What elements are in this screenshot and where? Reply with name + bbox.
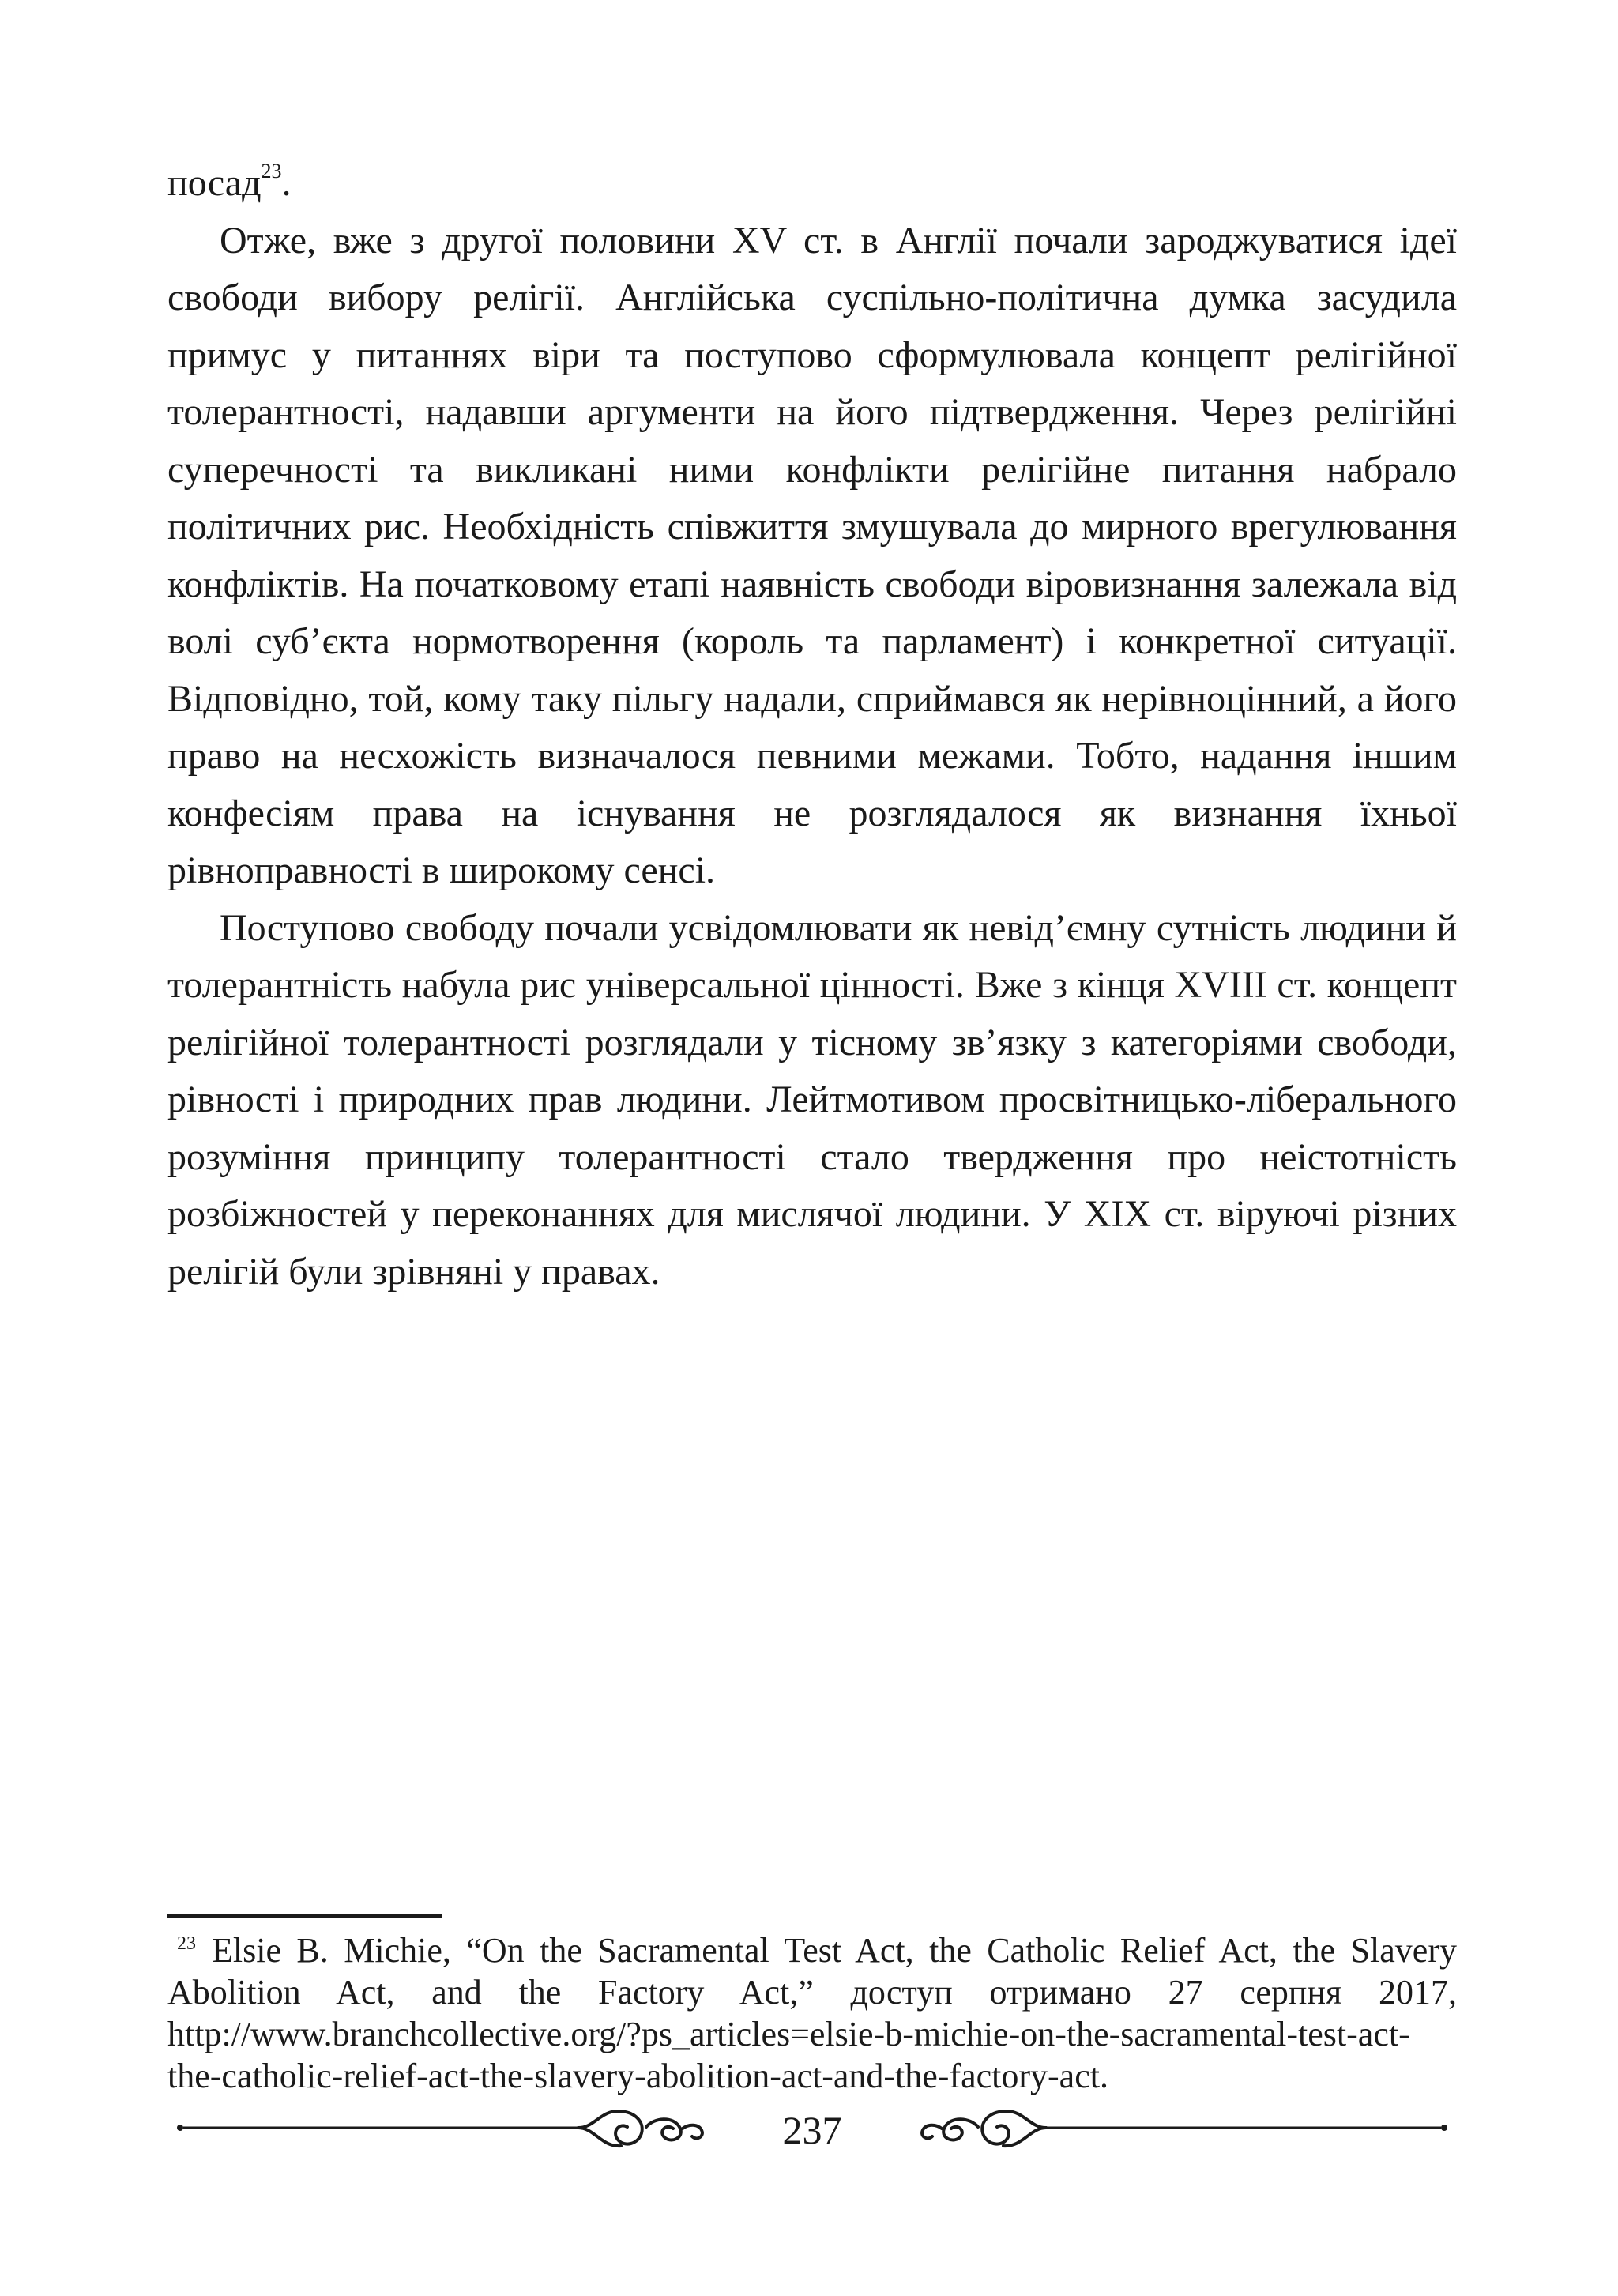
paragraph-tail: . xyxy=(281,162,292,204)
footnote-reference[interactable]: 23 xyxy=(261,160,282,183)
paragraph: Отже, вже з другої половини XV ст. в Англії почали зароджуватися ідеї свободи вибору релігії. Англійська суспільно-політична думка засудила примус у питаннях віри та поступово сформулювала концепт релігійної толерантності, надавши аргументи на його підтвердження. Через релігійні суперечності та викликані ними конфлікти релігійне питання набрало політичних рис. Необхідність співжиття змушувала до мирного врегулювання конфліктів. На початковому етапі наявність свободи віровизнання залежала від волі суб’єкта нормотворення (король та парламент) і конкретної ситуації. Відповідно, той, кому таку пільгу надали, сприймався як нерівноцінний, а його право на несхожість визначалося певними межами. Тобто, надання іншим конфесіям права на існування не розглядалося як визнання їхньої рівноправності в широкому сенсі. xyxy=(167,219,1457,891)
main-text xyxy=(167,155,1457,1300)
scroll-ornament-right-icon xyxy=(922,2111,1046,2146)
footnote-divider xyxy=(167,1914,442,1918)
footer-rule-right-dot xyxy=(1441,2125,1447,2131)
paragraph-continuation xyxy=(167,155,1457,213)
footer-rule-left-dot xyxy=(177,2125,183,2131)
footnote xyxy=(167,1929,1457,2097)
paragraph-text: посад xyxy=(167,162,262,204)
footnote-number: 23 xyxy=(177,1933,196,1954)
page-footer xyxy=(167,2095,1457,2166)
scroll-ornament-left-icon xyxy=(578,2111,702,2146)
paragraph: Поступово свободу почали усвідомлювати як невід’ємну сутність людини й толерантність набула рис універсальної цінності. Вже з кінця XVIII ст. концепт релігійної толерантності розглядали у тісному зв’язку з категоріями свободи, рівності і природних прав людини. Лейтмотивом просвітницько-ліберального розуміння принципу толерантності стало твердження про неістотність розбіжностей у переконаннях для мислячої людини. У XIX ст. віруючі різних релігій були зрівняні у правах. xyxy=(167,906,1457,1293)
footnote-text: Elsie B. Michie, “On the Sacramental Test Act, the Catholic Relief Act, the Slavery Abolition Act, and the Factory Act,” доступ отримано 27 серпня 2017, http://www.branchcollective.org/?ps_articles=elsie-b-michie-on-the-sacramental-test-act-the-catholic-relief-act-the-slavery-abolition-act-and-the-factory-act. xyxy=(167,1931,1457,2095)
page-number: 237 xyxy=(782,2108,842,2152)
footnote-entry xyxy=(167,1929,1457,2097)
